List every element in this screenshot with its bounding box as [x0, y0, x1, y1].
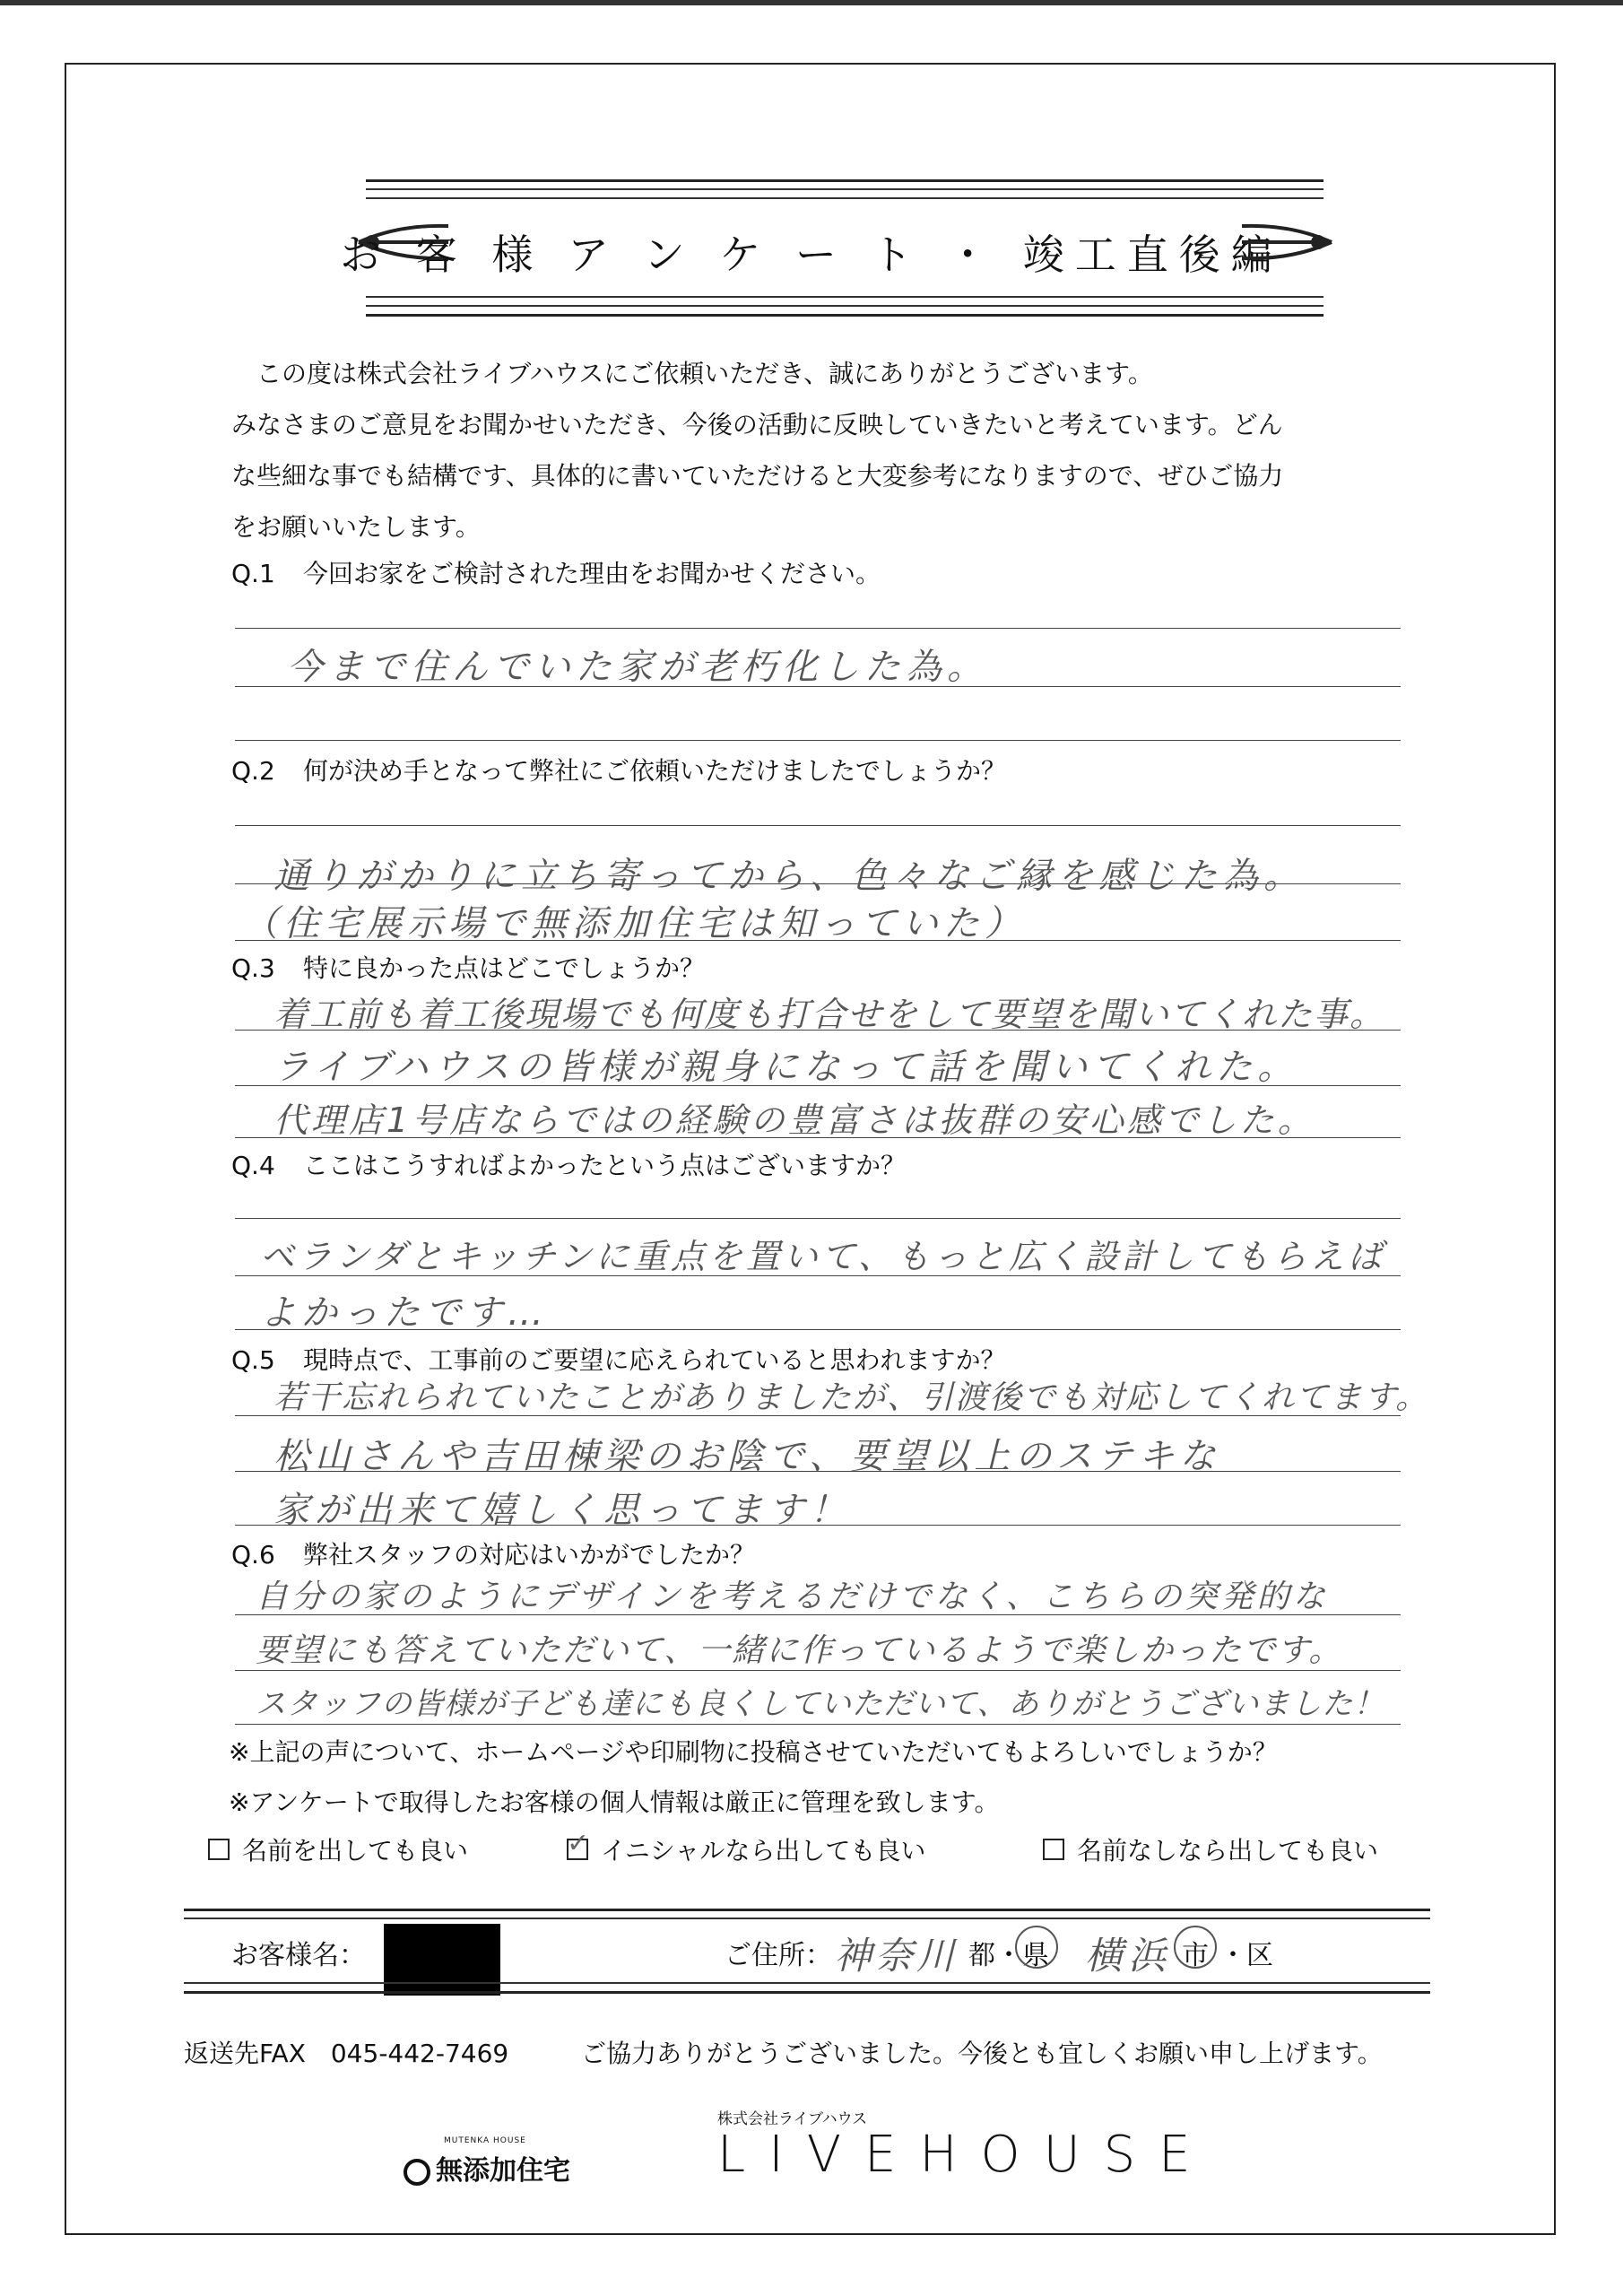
intro-line: な些細な事でも結構です、具体的に書いていただけると大変参考になりますので、ぜひご協力: [231, 461, 1284, 491]
question-number: Q.3: [231, 953, 275, 983]
title-rule-top: [366, 179, 1324, 182]
handwritten-answer: 代理店1号店ならではの経験の豊富さは抜群の安心感でした。: [273, 1100, 1315, 1140]
intro-line: をお願いいたします。: [231, 512, 481, 542]
checkbox[interactable]: [208, 1839, 230, 1860]
option-name-ok[interactable]: [208, 1831, 468, 1867]
question-1: [231, 554, 881, 590]
mutenka-logo: [404, 2148, 570, 2187]
handwritten-answer: よかったです…: [260, 1292, 549, 1334]
answer-line: [235, 825, 1401, 826]
livehouse-logo: LIVEHOUSE: [717, 2126, 1214, 2184]
privacy-note: ※アンケートで取得したお客様の個人情報は厳正に管理を致します。: [229, 1787, 1000, 1817]
answer-line: [235, 740, 1401, 741]
question-3: [231, 949, 705, 985]
shi-circle-icon: [1172, 1924, 1219, 1970]
question-number: Q.5: [231, 1345, 275, 1375]
question-number: Q.1: [231, 559, 275, 588]
handwritten-answer: ライブハウスの皆様が親身になって話を聞いてくれた。: [273, 1047, 1299, 1088]
option-initials-ok[interactable]: [567, 1828, 926, 1867]
question-5: [231, 1341, 1005, 1377]
shi-label: 市: [1182, 1940, 1209, 1971]
option-label: イニシャルなら出しても良い: [601, 1836, 926, 1866]
to-label: 都・: [968, 1940, 1022, 1971]
ken-label: 県: [1022, 1940, 1049, 1971]
question-text: ここはこうすればよかったという点はございますか？: [303, 1151, 907, 1180]
option-anonymous-ok[interactable]: [1043, 1831, 1378, 1867]
customer-rule-bottom-2: [184, 1991, 1430, 1994]
title-rule-top-3: [366, 197, 1324, 199]
handwritten-answer: 今まで住んでいた家が老朽化した為。: [287, 647, 988, 688]
option-label: 名前なしなら出しても良い: [1077, 1836, 1379, 1866]
check-mark-icon: ✓: [567, 1828, 590, 1859]
handwritten-answer: ベランダとキッチンに重点を置いて、もっと広く設計してもらえば: [260, 1237, 1386, 1276]
question-text: 今回お家をご検討された理由をお聞かせください。: [303, 559, 881, 588]
question-6: [231, 1535, 755, 1571]
question-number: Q.6: [231, 1540, 275, 1570]
company-name-small: 株式会社ライブハウス: [717, 2110, 868, 2128]
redacted-name: [384, 1924, 500, 1996]
mutenka-logo-text: 無添加住宅: [436, 2155, 570, 2187]
ku-label: ・区: [1219, 1940, 1273, 1971]
intro-line: この度は株式会社ライブハウスにご依頼いただき、誠にありがとうございます。: [256, 359, 1153, 388]
question-text: 現時点で、工事前のご要望に応えられていると思われますか？: [303, 1345, 1006, 1375]
page-title: お 客 様 ア ン ケ ー ト ・ 竣工直後編: [340, 230, 1283, 279]
title-rule-bottom: [366, 296, 1324, 298]
question-number: Q.2: [231, 756, 275, 786]
question-2: [231, 752, 1006, 787]
mutenka-circle-icon: [404, 2159, 430, 2186]
handwritten-prefecture: 神奈川: [834, 1934, 959, 1978]
option-label: 名前を出しても良い: [242, 1836, 469, 1866]
customer-rule-top: [184, 1909, 1430, 1911]
handwritten-answer: 要望にも答えていただいて、一緒に作っているようで楽しかったです。: [256, 1632, 1343, 1669]
question-4: [231, 1146, 906, 1182]
mutenka-logo-small-text: MUTENKA HOUSE: [444, 2136, 526, 2145]
thanks-message: ご協力ありがとうございました。今後とも宜しくお願い申し上げます。: [581, 2039, 1383, 2068]
handwritten-answer: 松山さんや吉田棟梁のお陰で、要望以上のステキな: [273, 1436, 1221, 1477]
handwritten-city: 横浜: [1085, 1934, 1172, 1978]
right-swirl-icon: [1237, 215, 1336, 269]
customer-rule-top-2: [184, 1918, 1430, 1919]
handwritten-answer: （住宅展示場で無添加住宅は知っていた）: [242, 903, 1026, 944]
title-rule-bottom-3: [366, 314, 1324, 317]
answer-line: [235, 1218, 1401, 1219]
title-rule-bottom-2: [366, 305, 1324, 307]
handwritten-answer: 家が出来て嬉しく思ってます！: [273, 1490, 851, 1531]
question-text: 弊社スタッフの対応はいかがでしたか？: [303, 1540, 756, 1570]
intro-text: [231, 348, 1397, 552]
customer-name-label: お客様名：: [231, 1940, 366, 1971]
handwritten-answer: 着工前も着工後現場でも何度も打合せをして要望を聞いてくれた事。: [273, 995, 1386, 1034]
handwritten-answer: 自分の家のようにデザインを考えるだけでなく、こちらの突発的な: [256, 1578, 1329, 1615]
customer-rule-bottom: [184, 1982, 1430, 1984]
question-text: 特に良かった点はどこでしょうか？: [303, 953, 706, 983]
title-rule-top-2: [366, 188, 1324, 190]
checkbox-checked[interactable]: [567, 1828, 590, 1860]
handwritten-answer: スタッフの皆様が子ども達にも良くしていただいて、ありがとうございました！: [256, 1686, 1385, 1722]
ken-circle-icon: [1013, 1924, 1060, 1970]
handwritten-answer: 若干忘れられていたことがありましたが、引渡後でも対応してくれてます。: [273, 1379, 1430, 1416]
question-number: Q.4: [231, 1151, 275, 1180]
intro-line: みなさまのご意見をお聞かせいただき、今後の活動に反映していきたいと考えています。どん: [231, 410, 1283, 439]
answer-line: [235, 628, 1401, 629]
question-text: 何が決め手となって弊社にご依頼いただけましたでしょうか？: [303, 756, 1007, 786]
handwritten-answer: 通りがかりに立ち寄ってから、色々なご縁を感じた為。: [273, 856, 1305, 897]
address-label: ご住所：: [725, 1940, 832, 1971]
return-fax: 返送先FAX 045-442-7469: [184, 2039, 509, 2068]
answer-line: [235, 1724, 1401, 1725]
publication-note: ※上記の声について、ホームページや印刷物に投稿させていただいてもよろしいでしょうか？: [229, 1737, 1278, 1767]
page-top-edge: [0, 0, 1623, 5]
checkbox[interactable]: [1043, 1839, 1064, 1860]
